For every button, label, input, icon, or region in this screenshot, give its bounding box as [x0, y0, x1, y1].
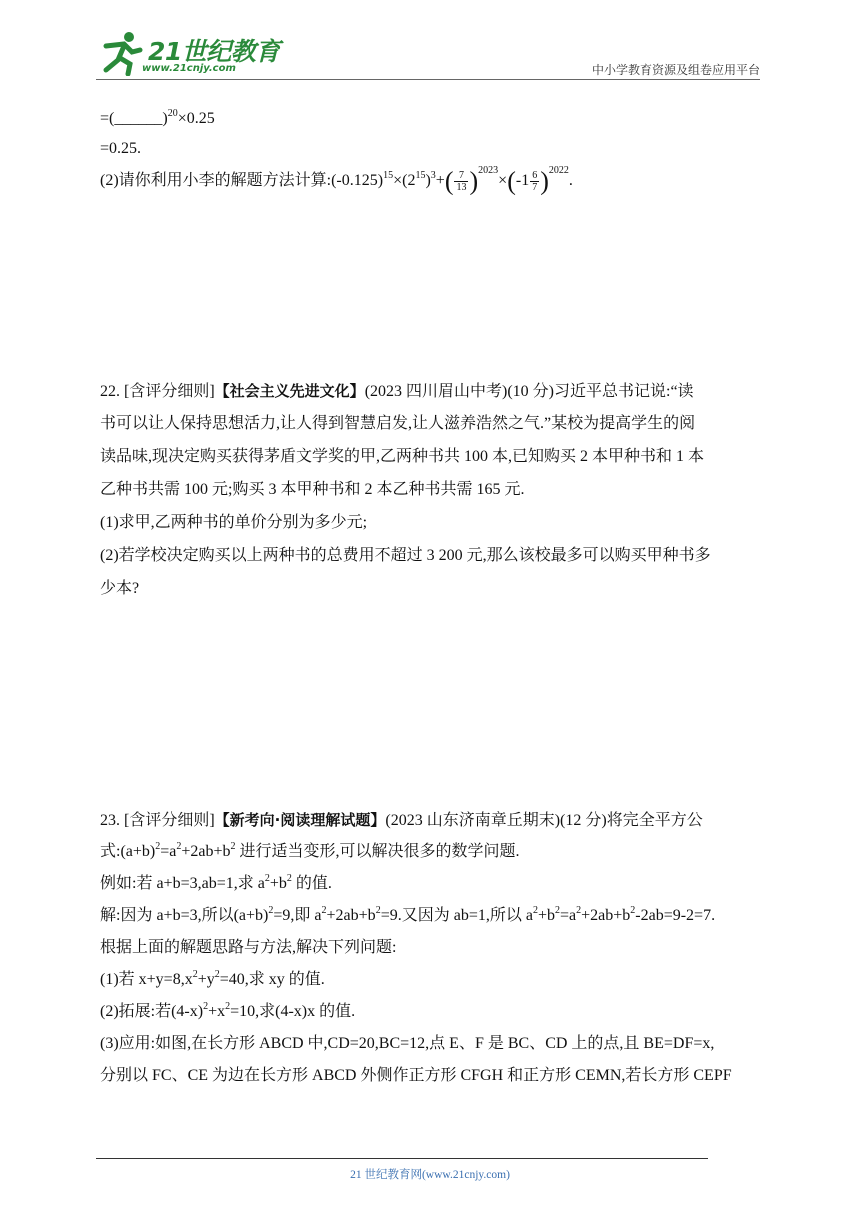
logo-text: 21世纪教育 — [148, 37, 280, 66]
answer-space — [100, 198, 764, 376]
site-logo — [96, 30, 296, 76]
logo-url: www.21cnjy.com — [142, 63, 236, 74]
fraction-6-7: $\frac{6}{7}$ — [532, 169, 538, 193]
answer-space — [100, 607, 764, 805]
platform-title: 中小学教育资源及组卷应用平台 — [591, 63, 760, 77]
document-body — [100, 104, 764, 1093]
question-23: 23. [含评分细则]【新考向·阅读理解试题】(2023 山东济南章丘期末)(12 分)将完全平方公 式$:(a+b)^2=a^2+2ab+b^2$ 进行适当变形,可以解决很多的数学问题. 例如:若 a+b=3,ab=1,求 $a^2+b^2$ 的值. 解:因为 a+b=3,所以$(a+b)^2=9$,即 $a^2+2ab+b^2=9$.又因为 ab=1,所以 $a^2+b^2=a^2+2ab+b^2-2ab=9-2=7$. 根据上面的解题思路与方法,解决下列问题: (1)若 $x+y=8,x^2+y^2=40$,求 xy 的值. (2)拓展:若$(4-x)^2+x^2=10$,求(4-x)x 的值. (3)应用:如图,在长方形 ABCD 中,CD=20,BC=12,点 E、F 是 BC、CD 上的点,且 BE=DF=x, 分别以 FC、CE 为边在长方形 ABCD 外侧作正方形 CFGH 和正方形 CEMN,若长方形 CEPF — [100, 811, 732, 1084]
page-footer: 21 世纪教育网(www.21cnjy.com) — [350, 1169, 510, 1181]
step-line-2: =0.25. — [100, 140, 142, 157]
page-header — [96, 30, 760, 80]
footer-divider — [96, 1158, 708, 1159]
question-22: 22. [含评分细则]【社会主义先进文化】(2023 四川眉山中考)(10 分)习近平总书记说:“读 书可以让人保持思想活力,让人得到智慧启发,让人滋养浩然之气.”某校为提高学生的阅 读品味,现决定购买获得茅盾文学奖的甲,乙两种书共 100 本,已知购买 2 本甲种书和 1 本 乙种书共需 100 元;购买 3 本甲种书和 2 本乙种书共需 165 元. (1)求甲,乙两种书的单价分别为多少元; (2)若学校决定购买以上两种书的总费用不超过 3 200 元,那么该校最多可以购买甲种书多 少本? — [100, 382, 711, 597]
fraction-7-13: $\frac{7}{13}$ — [456, 169, 467, 193]
question-21-part-2: (2)请你利用小李的解题方法计算$:(-0.125)^{15}\times(2^{15})^3+$( $\frac{7}{13}$ )$^{2023}$×(-1 $\frac{6}{7}$ )$^{2022}$. — [100, 165, 573, 196]
step-line-1: =(______)$^{20}$×0.25 — [100, 108, 215, 127]
runner-logo-icon — [96, 30, 146, 76]
header-divider — [96, 79, 760, 80]
